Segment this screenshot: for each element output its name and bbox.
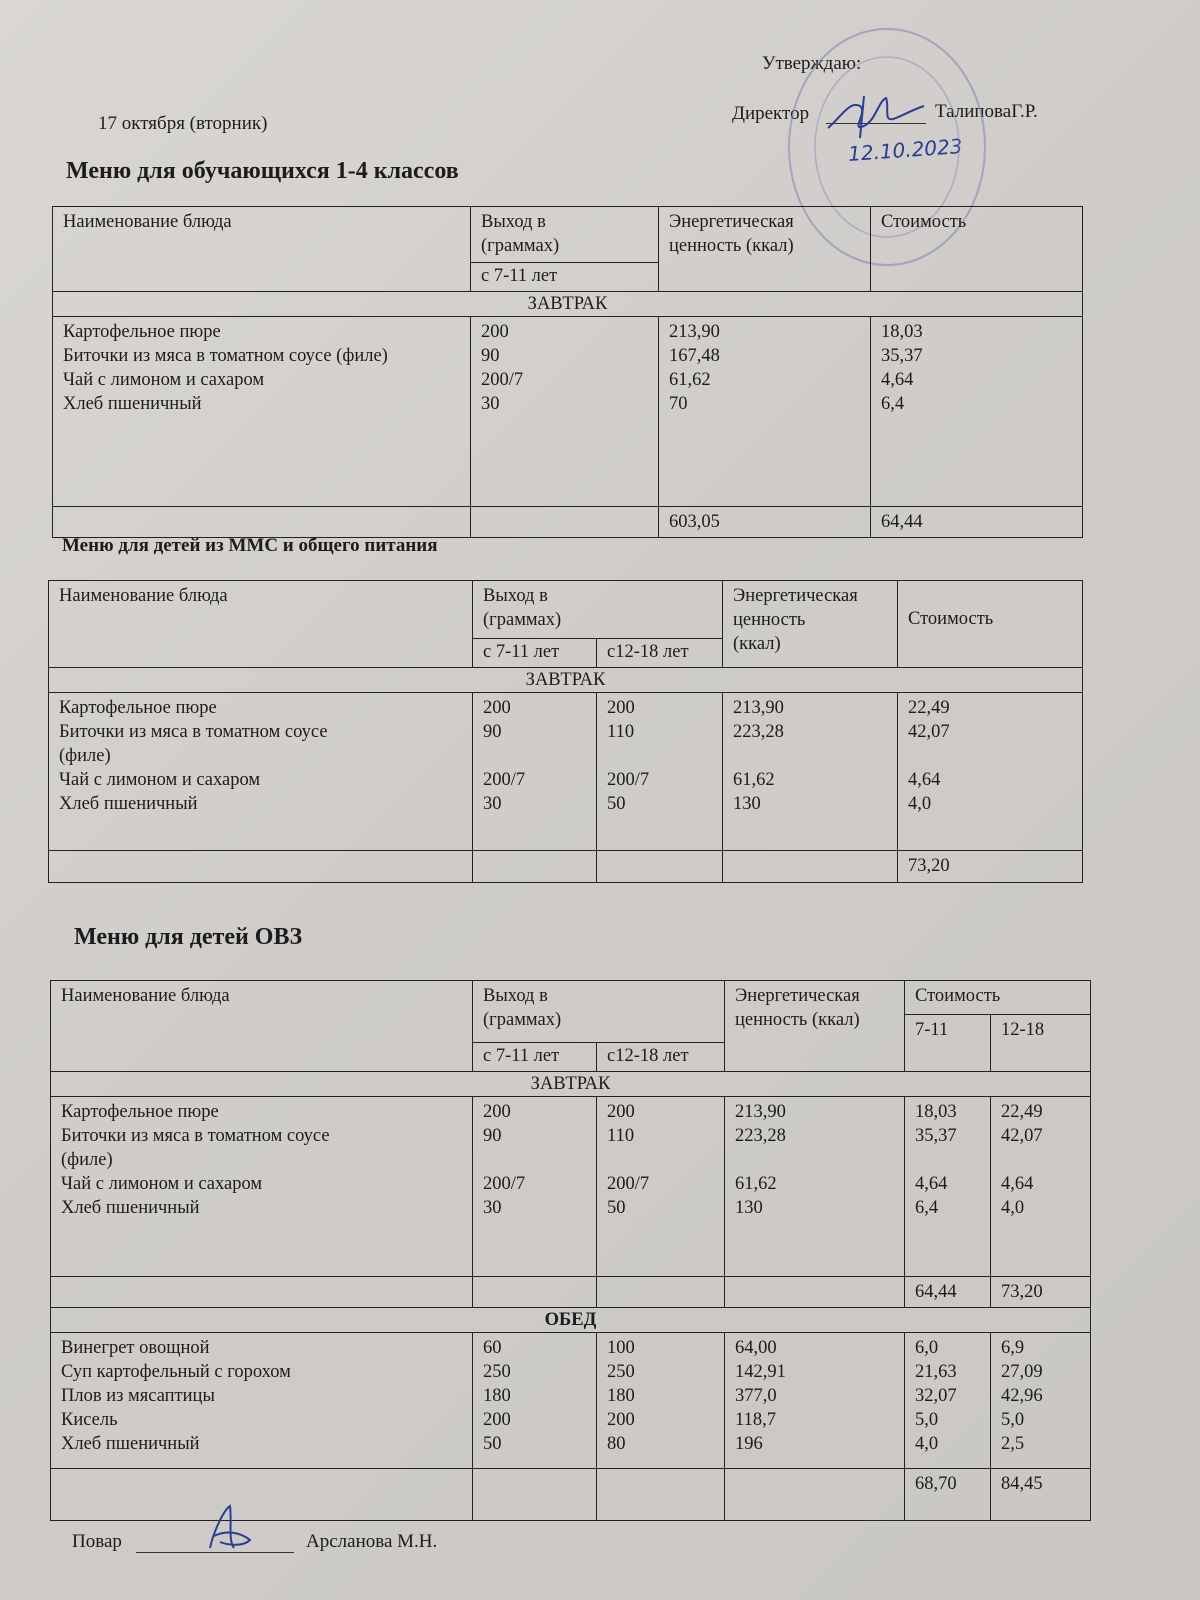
col-cost-1218: 12-18 bbox=[991, 1015, 1091, 1072]
col-energy-header: Энергетическая ценность (ккал) bbox=[725, 981, 905, 1072]
menu3-lunch-total-1218: 84,45 bbox=[991, 1469, 1091, 1521]
menu1-total-cost: 64,44 bbox=[871, 507, 1083, 538]
menu1-yield: 200 90 200/7 30 bbox=[471, 317, 659, 507]
menu3-breakfast-total-1218: 73,20 bbox=[991, 1277, 1091, 1308]
menu1-dishes: Картофельное пюре Биточки из мяса в томатном соусе (филе) Чай с лимоном и сахаром Хлеб пшеничный bbox=[53, 317, 471, 507]
menu3-breakfast-total-711: 64,44 bbox=[905, 1277, 991, 1308]
col-age-711: с 7-11 лет bbox=[471, 263, 659, 292]
director-label: Директор bbox=[732, 103, 810, 124]
menu3-breakfast-yield-711: 200 90 200/7 30 bbox=[473, 1097, 597, 1277]
menu3-lunch-cost-711: 6,0 21,63 32,07 5,0 4,0 bbox=[905, 1333, 991, 1469]
col-energy-header: Энергетическая ценность (ккал) bbox=[659, 207, 871, 292]
col-name-header: Наименование блюда bbox=[49, 581, 473, 668]
menu3-lunch-dishes: Винегрет овощной Суп картофельный с горохом Плов из мясаптицы Кисель Хлеб пшеничный bbox=[51, 1333, 473, 1469]
col-cost-header: Стоимость bbox=[871, 207, 1083, 292]
menu2-table bbox=[48, 580, 1083, 883]
menu2-title: Меню для детей из ММС и общего питания bbox=[62, 535, 438, 556]
col-name-header: Наименование блюда bbox=[53, 207, 471, 292]
col-energy-header: Энергетическая ценность (ккал) bbox=[723, 581, 898, 668]
menu1-table bbox=[52, 206, 1083, 538]
col-yield-header: Выход в (граммах) bbox=[471, 207, 659, 263]
cook-signature bbox=[200, 1500, 260, 1556]
section-lunch: ОБЕД bbox=[51, 1308, 1091, 1333]
approval-date: 12.10.2023 bbox=[847, 134, 964, 166]
col-yield-header: Выход в (граммах) bbox=[473, 581, 723, 639]
col-cost-header: Стоимость bbox=[905, 981, 1091, 1015]
col-age-711: с 7-11 лет bbox=[473, 639, 597, 668]
menu1-energy: 213,90 167,48 61,62 70 bbox=[659, 317, 871, 507]
director-name: ТалиповаГ.Р. bbox=[935, 101, 1038, 122]
col-age-1218: с12-18 лет bbox=[597, 1043, 725, 1072]
menu2-dishes: Картофельное пюре Биточки из мяса в томатном соусе (филе) Чай с лимоном и сахаром Хлеб пшеничный bbox=[49, 693, 473, 851]
menu2-yield-711: 200 90 200/7 30 bbox=[473, 693, 597, 851]
col-age-1218: с12-18 лет bbox=[597, 639, 723, 668]
menu2-cost: 22,49 42,07 4,64 4,0 bbox=[898, 693, 1083, 851]
menu3-breakfast-energy: 213,90 223,28 61,62 130 bbox=[725, 1097, 905, 1277]
section-breakfast: ЗАВТРАК bbox=[53, 292, 1083, 317]
approval-label: Утверждаю: bbox=[762, 53, 862, 74]
menu1-title: Меню для обучающихся 1-4 классов bbox=[66, 158, 459, 184]
menu3-lunch-yield-711: 60 250 180 200 50 bbox=[473, 1333, 597, 1469]
menu3-table bbox=[50, 980, 1091, 1521]
cook-label: Повар bbox=[72, 1531, 122, 1552]
menu3-breakfast-dishes: Картофельное пюре Биточки из мяса в томатном соусе (филе) Чай с лимоном и сахаром Хлеб пшеничный bbox=[51, 1097, 473, 1277]
menu3-lunch-yield-1218: 100 250 180 200 80 bbox=[597, 1333, 725, 1469]
menu2-total-cost: 73,20 bbox=[898, 851, 1083, 883]
section-breakfast: ЗАВТРАК bbox=[49, 668, 1083, 693]
col-cost-711: 7-11 bbox=[905, 1015, 991, 1072]
section-breakfast: ЗАВТРАК bbox=[51, 1072, 1091, 1097]
menu3-lunch-energy: 64,00 142,91 377,0 118,7 196 bbox=[725, 1333, 905, 1469]
menu1-cost: 18,03 35,37 4,64 6,4 bbox=[871, 317, 1083, 507]
col-name-header: Наименование блюда bbox=[51, 981, 473, 1072]
col-yield-header: Выход в (граммах) bbox=[473, 981, 725, 1043]
menu3-breakfast-cost-1218: 22,49 42,07 4,64 4,0 bbox=[991, 1097, 1091, 1277]
col-cost-header: Стоимость bbox=[898, 581, 1083, 668]
menu2-yield-1218: 200 110 200/7 50 bbox=[597, 693, 723, 851]
menu-date: 17 октября (вторник) bbox=[98, 113, 268, 134]
menu3-breakfast-cost-711: 18,03 35,37 4,64 6,4 bbox=[905, 1097, 991, 1277]
menu1-total-energy: 603,05 bbox=[659, 507, 871, 538]
col-age-711: с 7-11 лет bbox=[473, 1043, 597, 1072]
menu3-lunch-total-711: 68,70 bbox=[905, 1469, 991, 1521]
cook-name: Арсланова М.Н. bbox=[306, 1531, 438, 1552]
menu3-title: Меню для детей ОВЗ bbox=[74, 924, 303, 950]
menu3-lunch-cost-1218: 6,9 27,09 42,96 5,0 2,5 bbox=[991, 1333, 1091, 1469]
menu3-breakfast-yield-1218: 200 110 200/7 50 bbox=[597, 1097, 725, 1277]
menu2-energy: 213,90 223,28 61,62 130 bbox=[723, 693, 898, 851]
